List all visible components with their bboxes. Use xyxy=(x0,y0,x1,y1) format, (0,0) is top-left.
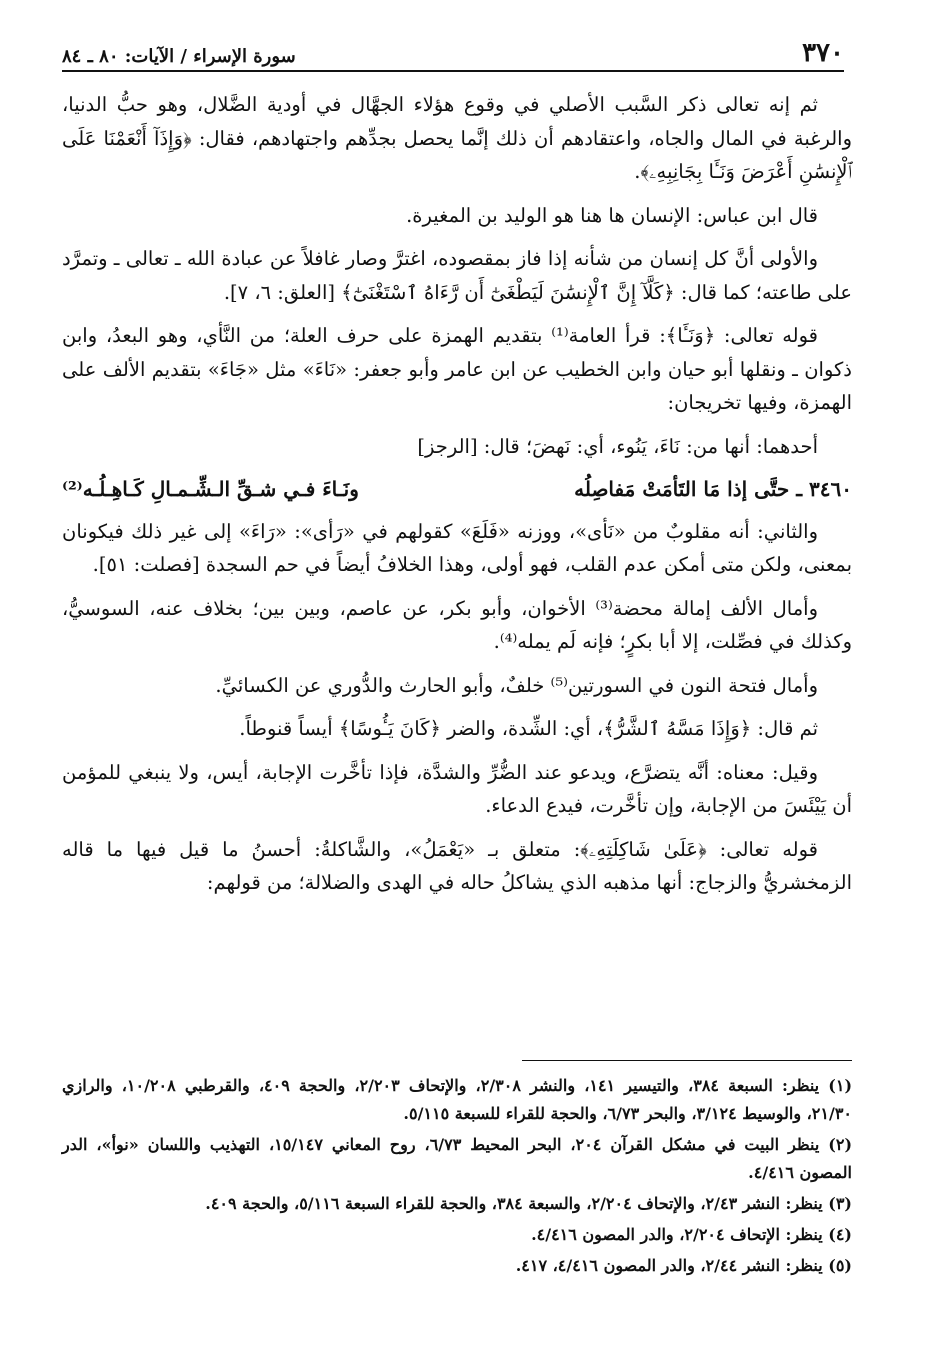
paragraph: قوله تعالى: ﴿عَلَىٰ شَاكِلَتِهِۦ﴾: متعلق بـ «يَعْمَلُ»، والشَّاكلةُ: أحسنُ ما قيل فيها ما قاله الزمخشريُّ والزجاج: أنها مذهبه الذي يشاكلُ حاله في الهدى والضلالة؛ من قولهم: xyxy=(62,837,852,894)
verse-second-hemistich: ونَـاءَ فـي شـقِّ الـشِّـمـالِ كَـاهِـلُـه⁽²⁾ xyxy=(62,477,359,501)
paragraph: قال ابن عباس: الإنسان ها هنا هو الوليد بن المغيرة. xyxy=(406,203,818,227)
footnote: (٥) ينظر: النشر ٢/٤٤، والدر المصون ٤/٤١٦، ٤١٧. xyxy=(515,1256,852,1275)
footnote: (١) ينظر: السبعة ٣٨٤، والتيسير ١٤١، والنشر ٢/٣٠٨، والإتحاف ٢/٢٠٣، والحجة ٤٠٩، والقرطبي ١٠/٢٠٨، والرازي ٢١/٣٠، والوسيط ٣/١٢٤، والبحر ٦/٧٣، والحجة للقراء للسبعة ٥/١١٥. xyxy=(62,1076,853,1123)
paragraph: قوله تعالى: ﴿وَنَـَٔا﴾: قرأ العامة⁽¹⁾ بتقديم الهمزة على حرف العلة؛ من النَّأي، وهو البعدُ، وابن ذكوان ـ ونقلها أبو حيان وابن الخطيب عن ابن عامر وأبو جعفر: «نَاءَ» مثل «جَاءَ» بتقديم الألف على الهمزة، وفيها تخريجان: xyxy=(62,324,852,414)
paragraph: والأولى أنَّ كل إنسان من شأنه إذا فاز بمقصوده، اغترَّ وصار غافلاً عن عبادة الله ـ تعالى ـ وتمرَّد على طاعته؛ كما قال: ﴿كَلَّآ إِنَّ ٱلْإِنسَٰنَ لَيَطْغَىٰٓ أَن رَّءَاهُ ٱسْتَغْنَىٰٓ﴾ [العلق: ٦، ٧]. xyxy=(62,247,852,304)
paragraph: وقيل: معناه: أنَّه يتضرَّع، ويدعو عند الضُّرِّ والشدَّة، فإذا تأخَّرت الإجابة، أيس، ولا ينبغي للمؤمن أن يَيْئَسَ من الإجابة، وإن تأخَّرت، فيدع الدعاء. xyxy=(62,760,852,817)
paragraph: وأمال فتحة النون في السورتين⁽⁵⁾ خلفٌ، وأبو الحارث والدُّوري عن الكسائيِّ. xyxy=(215,673,818,697)
paragraph: وأمال الألف إمالة محضة⁽³⁾ الأخوان، وأبو بكر، عن عاصم، وبين بين؛ بخلاف عنه، السوسيُّ، وكذلك في فصِّلت، إلا أبا بكرٍ؛ فإنه لَم يمله⁽⁴⁾. xyxy=(62,596,852,653)
footnotes xyxy=(62,1072,852,1283)
verse-first-hemistich: ٣٤٦٠ ـ حتَّى إذا مَا التَأمَتْ مَفاصِلُه xyxy=(574,477,852,501)
paragraph: أحدهما: أنها من: نَاءَ، يَنُوء، أي: نَهضَ؛ قال: [الرجز] xyxy=(417,434,818,458)
paragraph: ثم قال: ﴿وَإِذَا مَسَّهُ ٱلشَّرُّ﴾، أي: الشِّدة، والضر ﴿كَانَ يَـُٔوسًا﴾ أيساً قنوطاً. xyxy=(239,717,818,740)
page-number: ٣٧٠ xyxy=(802,38,844,68)
page-header xyxy=(62,26,844,72)
footnote: (٤) ينظر: الإتحاف ٢/٢٠٤، والدر المصون ٤/٤١٦. xyxy=(531,1225,852,1244)
footnote: (٢) ينظر البيت في مشكل القرآن ٢٠٤، البحر المحيط ٦/٧٣، روح المعاني ١٥/١٤٧، التهذيب واللسان «نوأ»، الدر المصون ٤/٤١٦. xyxy=(62,1135,853,1182)
footnote-separator xyxy=(522,1060,852,1061)
paragraph: ثم إنه تعالى ذكر السَّبب الأصلي في وقوع هؤلاء الجهَّال في أودية الضَّلال، وهو حبُّ الدنيا، والرغبة في المال والجاه، واعتقادهم أن ذلك إنَّما يحصل بجدِّهم واجتهادهم، فقال: ﴿وَإِذَآ أَنْعَمْنَا عَلَى ٱلْإِنسَٰنِ أَعْرَضَ وَنَـَٔا بِجَانِبِهِۦ﴾. xyxy=(62,93,852,183)
running-title: سورة الإسراء / الآيات: ٨٠ ـ ٨٤ xyxy=(62,46,296,67)
paragraph: والثاني: أنه مقلوبٌ من «نَأى»، ووزنه «فَلَعَ» كقولهم في «رَأى»: «رَاءَ» إلى غير ذلك فيكونان بمعنى، ولكن متى أمكن عدم القلب، فهو أولى، وهذا الخلافُ أيضاً في حم السجدة [فصلت: ٥١]. xyxy=(62,519,852,576)
footnote: (٣) ينظر: النشر ٢/٤٣، والإتحاف ٢/٢٠٤، والسبعة ٣٨٤، والحجة للقراء السبعة ٥/١١٦، والحجة ٤٠٩. xyxy=(205,1194,852,1213)
main-text xyxy=(62,88,852,910)
poetry-verse xyxy=(62,473,852,507)
